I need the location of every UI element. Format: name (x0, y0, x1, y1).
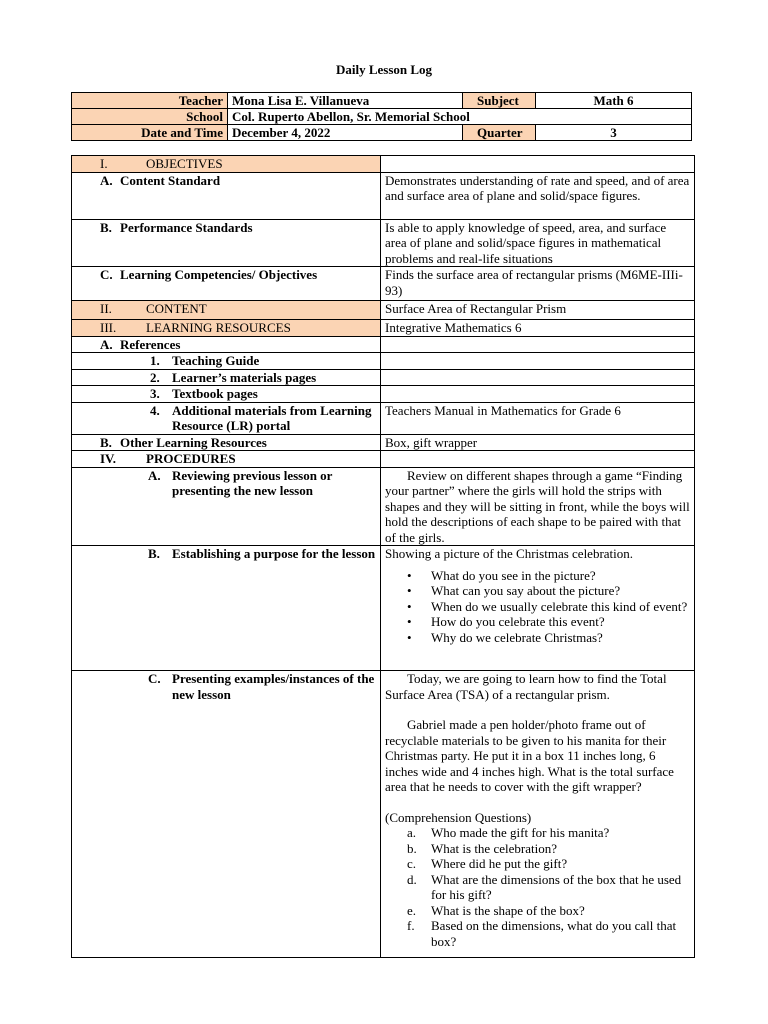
header-table (71, 92, 692, 141)
bullet-icon: • (407, 629, 412, 645)
lesson-table (71, 155, 695, 958)
purpose-label: B. Establishing a purpose for the lesson (72, 546, 381, 671)
list-item: • What do you see in the picture? (407, 567, 596, 583)
additional-materials-label: 4. Additional materials from Learning Resource (LR) portal (72, 402, 381, 434)
list-item: • How do you celebrate this event? (407, 614, 605, 629)
quarter-label: Quarter (463, 125, 536, 141)
teaching-guide-value (381, 353, 695, 370)
presenting-value (381, 671, 695, 958)
procedures-heading: IV. PROCEDURES (72, 451, 381, 468)
list-item: f. Based on the dimensions, what do you call that box? (407, 918, 677, 949)
bullet-icon: • (407, 567, 412, 583)
list-item: c. Where did he put the gift? (407, 856, 568, 871)
textbook-pages-label: 3. Textbook pages (72, 386, 381, 403)
bullet-icon: • (407, 598, 412, 614)
competencies-label: C. Learning Competencies/ Objectives (72, 267, 381, 301)
resources-value: Integrative Mathematics 6 (381, 320, 695, 337)
quarter-value: 3 (536, 125, 692, 141)
content-standard-label: A. Content Standard (72, 172, 381, 219)
teaching-guide-label: 1. Teaching Guide (72, 353, 381, 370)
list-item: • Why do we celebrate Christmas? (407, 629, 603, 645)
date-value: December 4, 2022 (228, 125, 463, 141)
resources-heading: III. LEARNING RESOURCES (72, 320, 381, 337)
purpose-intro: Showing a picture of the Christmas celebration. (385, 546, 634, 561)
reviewing-value: Review on different shapes through a game “Finding your partner” where the girls will hold the strips with shapes and they will be sitting in front, while the boys will hold the descriptions of each shape to be paired with that of the girls. (381, 467, 695, 546)
content-value: Surface Area of Rectangular Prism (381, 301, 695, 320)
presenting-intro: Today, we are going to learn how to find the Total Surface Area (TSA) of a rectangular prism. (385, 671, 667, 702)
purpose-value (381, 546, 695, 671)
school-label: School (72, 109, 228, 125)
teacher-label: Teacher (72, 93, 228, 109)
word-problem: Gabriel made a pen holder/photo frame out of recyclable materials to be given to his manita for their Christmas party. He put it in a box 11 inches long, 6 inches wide and 4 inches high. What is the total surface area that he needs to cover with the gift wrapper? (385, 717, 674, 794)
performance-standards-label: B. Performance Standards (72, 219, 381, 267)
objectives-heading: I. OBJECTIVES (72, 156, 381, 173)
textbook-pages-value (381, 386, 695, 403)
subject-label: Subject (463, 93, 536, 109)
bullet-icon: • (407, 614, 412, 629)
list-item: d. What are the dimensions of the box that he used for his gift? (407, 871, 682, 902)
performance-standards-value: Is able to apply knowledge of speed, area, and surface area of plane and solid/space figures in mathematical problems and real-life situations (381, 219, 695, 267)
additional-materials-value: Teachers Manual in Mathematics for Grade 6 (381, 402, 695, 434)
content-standard-value: Demonstrates understanding of rate and speed, and of area and surface area of plane and solid/space figures. (381, 172, 695, 219)
list-item: • When do we usually celebrate this kind of event? (407, 598, 688, 614)
comprehension-questions (385, 825, 690, 949)
purpose-questions (385, 568, 690, 646)
reviewing-label: A. Reviewing previous lesson or presenting the new lesson (72, 467, 381, 546)
bullet-icon: • (407, 583, 412, 598)
learners-materials-value (381, 369, 695, 386)
list-item: e. What is the shape of the box? (407, 902, 585, 918)
references-label: A. References (72, 336, 381, 353)
list-item: • What can you say about the picture? (407, 583, 621, 598)
school-value: Col. Ruperto Abellon, Sr. Memorial School (228, 109, 692, 125)
comprehension-label: (Comprehension Questions) (385, 809, 532, 825)
subject-value: Math 6 (536, 93, 692, 109)
content-heading: II. CONTENT (72, 301, 381, 320)
list-item: a. Who made the gift for his manita? (407, 825, 610, 840)
competencies-value: Finds the surface area of rectangular prisms (M6ME-IIIi-93) (381, 267, 695, 301)
other-resources-value: Box, gift wrapper (381, 434, 695, 451)
page-title: Daily Lesson Log (335, 62, 433, 77)
date-label: Date and Time (72, 125, 228, 141)
learners-materials-label: 2. Learner’s materials pages (72, 369, 381, 386)
presenting-label: C. Presenting examples/instances of the new lesson (72, 671, 381, 958)
list-item: b. What is the celebration? (407, 840, 557, 856)
teacher-value: Mona Lisa E. Villanueva (228, 93, 463, 109)
other-resources-label: B. Other Learning Resources (72, 434, 381, 451)
